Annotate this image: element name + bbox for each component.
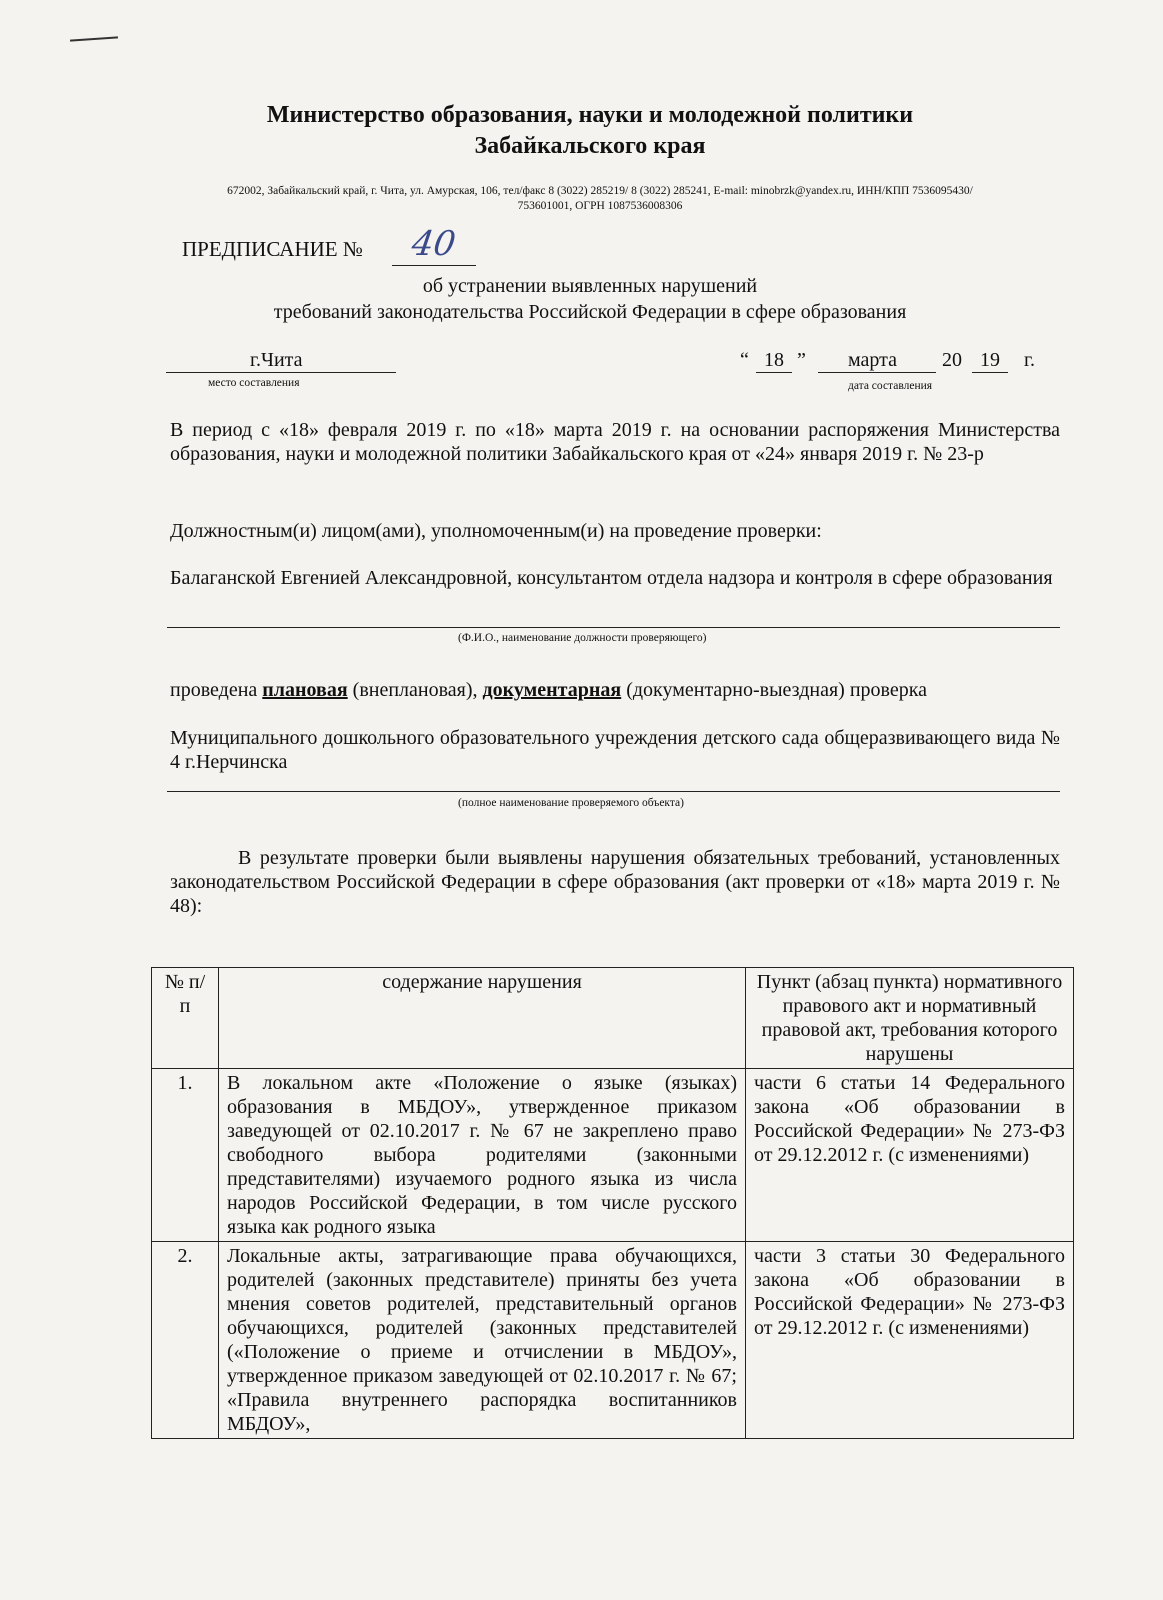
header-content: содержание нарушения [219, 968, 746, 1069]
ministry-title-line1: Министерство образования, науки и молодежной политики [266, 102, 914, 128]
ministry-address-line2: 753601001, ОГРН 1087536008306 [517, 200, 683, 212]
date-close-quote: ” [797, 349, 806, 371]
inspector-rule [167, 627, 1060, 628]
object-caption: (полное наименование проверяемого объекта) [458, 797, 684, 809]
check-suffix: (документарно-выездная) проверка [621, 679, 928, 701]
officials-label: Должностным(и) лицом(ами), уполномоченным(и) на проведение проверки: [170, 520, 822, 542]
row-content: В локальном акте «Положение о языке (языках) образования в МБДОУ», утвержденное приказом заведующей от 02.10.2017 г. № 67 не закреплено право свободного выбора родителями (законными представителями) изучаемого родного языка из числа народов Российской Федерации, в том числе русского языка как родного языка [219, 1069, 746, 1242]
place-underline [166, 372, 396, 373]
inspector-caption: (Ф.И.О., наименование должности проверяющего) [458, 632, 707, 644]
order-subtitle-line2: требований законодательства Российской Федерации в сфере образования [273, 301, 907, 323]
date-day-underline [756, 372, 792, 373]
row-num: 2. [152, 1242, 219, 1439]
date-year: 19 [980, 349, 1000, 371]
row-norm: части 3 статьи 30 Федерального закона «Об образовании в Российской Федерации» № 273-ФЗ от 29.12.2012 г. (с изменениями) [746, 1242, 1074, 1439]
inspector-paragraph: Балаганской Евгенией Александровной, консультантом отдела надзора и контроля в сфере образования [170, 567, 1053, 589]
date-open-quote: “ [740, 349, 749, 371]
result-paragraph: В результате проверки были выявлены нарушения обязательных требований, установленных законодательством Российской Федерации в сфере образования (акт проверки от «18» марта 2019 г. № 48): [170, 847, 1060, 917]
check-type-paragraph [170, 678, 1060, 702]
order-number-underline [392, 265, 476, 266]
table-header-row [152, 968, 1074, 1069]
row-content: Локальные акты, затрагивающие права обучающихся, родителей (законных представителе) приняты без учета мнения советов родителей, представительный органов обучающихся, родителей (законных представителей («Положение о приеме и отчислении в МБДОУ», утвержденное приказом заведующей от 02.10.2017 г. № 67; «Правила внутреннего распорядка воспитанников МБДОУ», [219, 1242, 746, 1439]
table-row [152, 1242, 1074, 1439]
table-row [152, 1069, 1074, 1242]
date-caption: дата составления [848, 380, 933, 392]
ministry-address-line1: 672002, Забайкальский край, г. Чита, ул. Амурская, 106, тел/факс 8 (3022) 285219/ 8 (3022) 285241, E-mail: minobrzk@yandex.ru, ИНН/КПП 7536095430/ [227, 185, 973, 197]
header-num: № п/п [152, 968, 219, 1069]
check-documentary: документарная [482, 679, 622, 701]
place-caption: место составления [208, 377, 300, 389]
check-mid: (внеплановая), [347, 679, 483, 701]
object-paragraph: Муниципального дошкольного образовательного учреждения детского сада общеразвивающего вида № 4 г.Нерчинска [170, 727, 1060, 773]
row-norm: части 6 статьи 14 Федерального закона «Об образовании в Российской Федерации» № 273-ФЗ от 29.12.2012 г. (с изменениями) [746, 1069, 1074, 1242]
date-century: 20 [942, 349, 962, 371]
check-prefix: проведена [170, 679, 263, 701]
header-norm: Пункт (абзац пункта) нормативного правового акт и нормативный правовой акт, требования которого нарушены [746, 968, 1074, 1069]
date-month-underline [818, 372, 936, 373]
date-day: 18 [764, 349, 784, 371]
scan-mark [70, 36, 118, 41]
period-paragraph: В период с «18» февраля 2019 г. по «18» марта 2019 г. на основании распоряжения Министерства образования, науки и молодежной политики Забайкальского края от «24» января 2019 г. № 23-р [170, 419, 1060, 465]
date-suffix: г. [1024, 349, 1035, 371]
row-num: 1. [152, 1069, 219, 1242]
date-month: марта [848, 349, 897, 371]
order-subtitle-line1: об устранении выявленных нарушений [422, 275, 758, 297]
order-number-handwritten: 40 [409, 224, 459, 264]
violations-table [151, 967, 1074, 1439]
ministry-title-line2: Забайкальского края [474, 133, 706, 159]
place-value: г.Чита [250, 349, 303, 371]
object-rule [167, 791, 1060, 792]
check-planned: плановая [262, 679, 348, 701]
order-label: ПРЕДПИСАНИЕ № [182, 237, 363, 261]
date-year-underline [972, 372, 1008, 373]
